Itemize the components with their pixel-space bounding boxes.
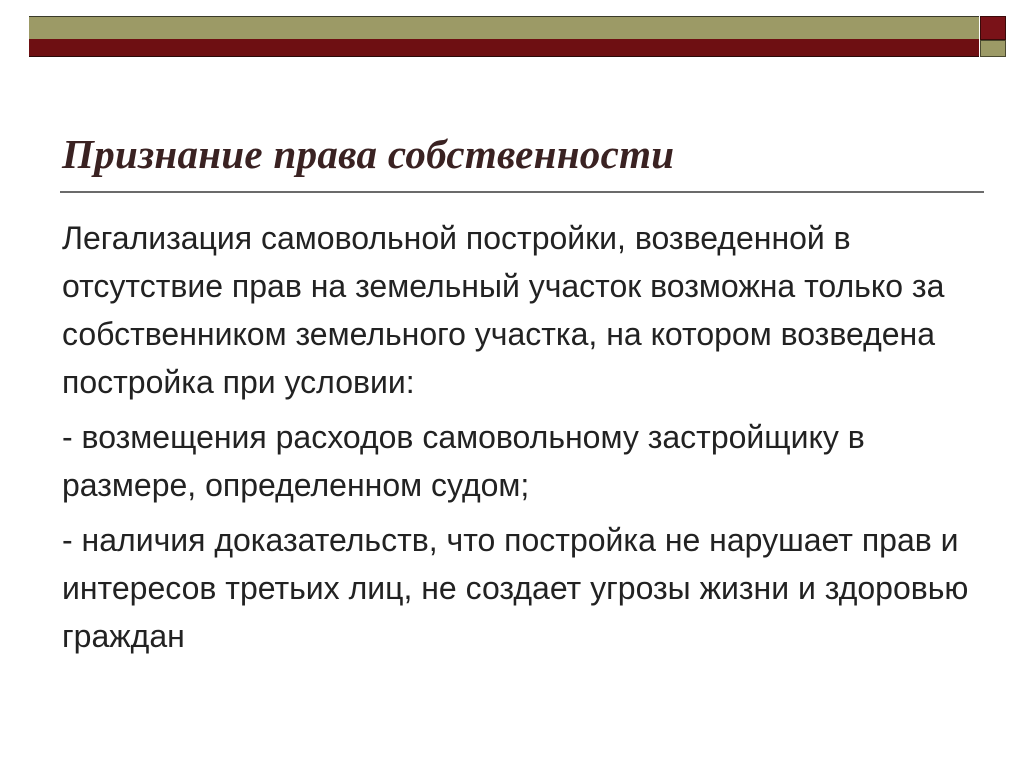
title-divider	[60, 191, 984, 193]
corner-square-bottom	[980, 40, 1006, 57]
paragraph-intro: Легализация самовольной постройки, возведенной в отсутствие прав на земельный участок возможна только за собственником земельного участка, на котором возведена постройка при условии:	[62, 220, 945, 400]
slide-body	[62, 214, 982, 667]
corner-square-top	[980, 16, 1006, 40]
header-banner-maroon	[29, 39, 979, 57]
paragraph-condition-1: - возмещения расходов самовольному застройщику в размере, определенном судом;	[62, 419, 865, 503]
header-banner-olive	[29, 16, 979, 40]
paragraph-condition-2: - наличия доказательств, что постройка не нарушает прав и интересов третьих лиц, не создает угрозы жизни и здоровью граждан	[62, 522, 969, 654]
slide-title: Признание права собственности	[62, 131, 675, 177]
